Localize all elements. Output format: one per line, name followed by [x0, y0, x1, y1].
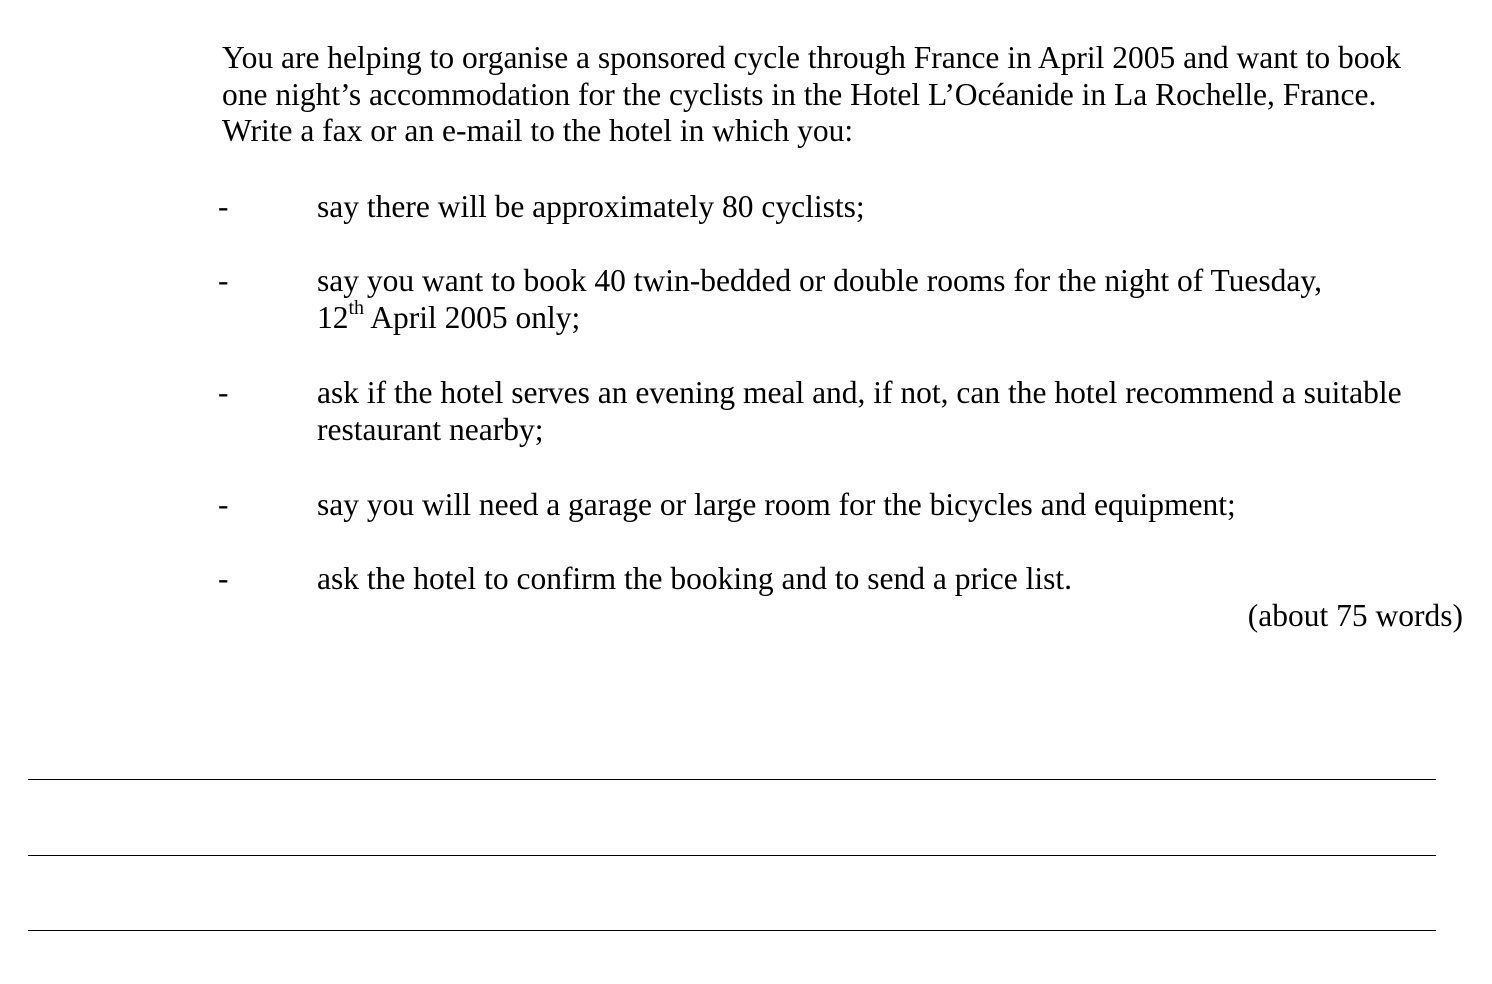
bullet-dash: -	[218, 561, 229, 596]
task-text	[317, 561, 1477, 598]
instruction-line: one night’s accommodation for the cyclists in the Hotel L’Océanide in La Rochelle, France.	[222, 76, 1377, 112]
date-rest: April 2005 only;	[364, 299, 581, 335]
task-text	[317, 375, 1477, 448]
ordinal-suffix: th	[348, 296, 365, 319]
instructions	[222, 40, 1472, 150]
task-text	[317, 487, 1477, 524]
bullet-dash: -	[218, 263, 229, 298]
task-line: restaurant nearby;	[317, 411, 544, 447]
answer-line[interactable]	[28, 779, 1436, 780]
task-line	[317, 296, 1477, 337]
bullet-dash: -	[218, 189, 229, 224]
bullet-dash: -	[218, 487, 229, 522]
task-text	[317, 189, 1477, 226]
instruction-line: You are helping to organise a sponsored cycle through France in April 2005 and want to book	[222, 40, 1402, 75]
task-line: ask if the hotel serves an evening meal and, if not, can the hotel recommend a suitable	[317, 375, 1402, 410]
task-text	[317, 263, 1477, 336]
task-line: ask the hotel to confirm the booking and to send a price list.	[317, 561, 1072, 596]
word-count: (about 75 words)	[1247, 598, 1463, 633]
task-line: say there will be approximately 80 cyclists;	[317, 189, 865, 224]
bullet-dash: -	[218, 375, 229, 410]
task-line: say you will need a garage or large room for the bicycles and equipment;	[317, 487, 1236, 522]
date-number: 12	[317, 299, 349, 335]
task-line: say you want to book 40 twin-bedded or double rooms for the night of Tuesday,	[317, 263, 1322, 298]
answer-line[interactable]	[28, 855, 1436, 856]
instruction-line: Write a fax or an e-mail to the hotel in which you:	[222, 113, 854, 148]
answer-line[interactable]	[28, 930, 1436, 931]
